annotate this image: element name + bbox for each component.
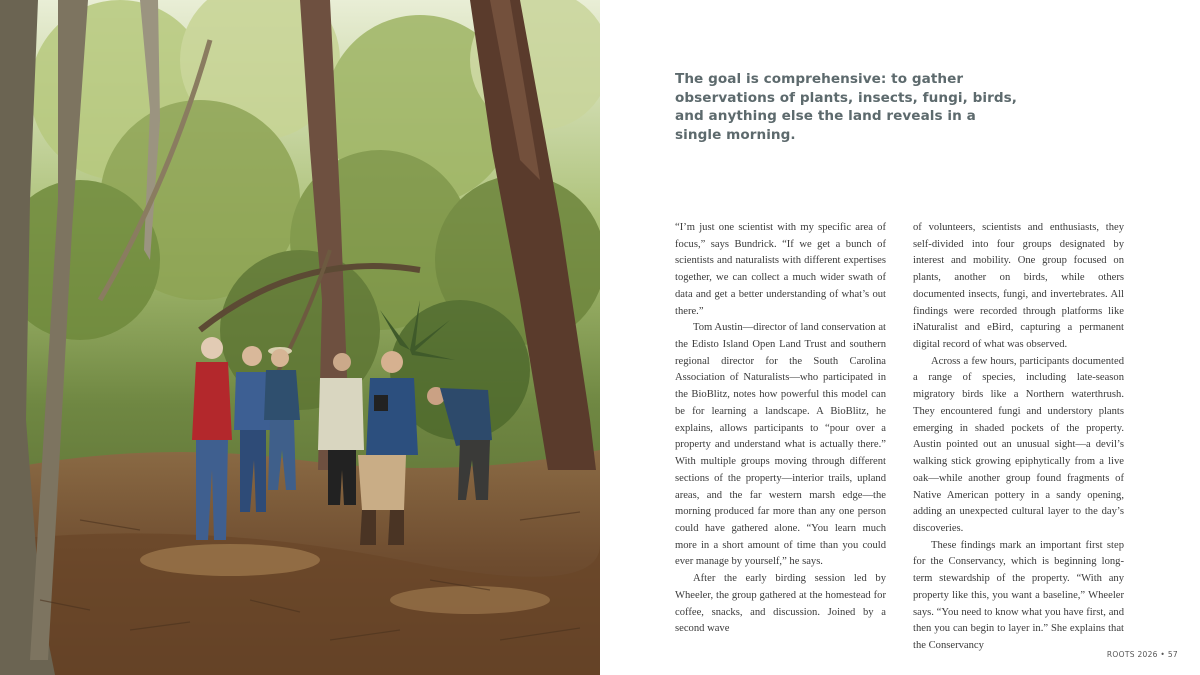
pull-quote: The goal is comprehensive: to gather observations of plants, insects, fungi, birds, and anything else the land reveals in a single morning. (675, 71, 1017, 143)
left-column-paragraph: “I’m just one scientist with my specific area of focus,” says Bundrick. “If we get a bunch of scientists and naturalists with different expertises together, we can collect a much wider swath of data and get a better understanding of what’s out there.” (675, 222, 886, 317)
page-folio: ROOTS 2026 • 57 (1106, 650, 1178, 659)
body-column-left (675, 220, 886, 638)
left-column-paragraph: Tom Austin—director of land conservation at the Edisto Island Open Land Trust and southern regional director for the South Carolina Association of Naturalists—who participated in the BioBlitz, notes how powerful this model can be for learning a landscape. A BioBlitz, he explains, allows participants to “pour over a property and understand what is actually there.” With multiple groups moving through different sections of the property—interior trails, upland areas, and the far western marsh edge—the morning produced far more than any one person could have gathered alone. “You learn much more in a short amount of time than you could ever manage by yourself,” he says. (675, 322, 886, 568)
body-column-right (913, 220, 1124, 655)
right-column-paragraph: These findings mark an important first step for the Conservancy, which is beginning long-term stewardship of the property. “With any property like this, you want a baseline,” Wheeler says. “You need to know what you have first, and then you can begin to layer in.” She explains that the Conservancy (913, 539, 1124, 651)
right-column-paragraph: of volunteers, scientists and enthusiasts, they self-divided into four groups designated by interest and mobility. One group focused on plants, another on birds, while others documented insects, fungi, and invertebrates. All findings were recorded through platforms like iNaturalist and eBird, capturing a permanent digital record of what was observed. (913, 222, 1124, 351)
right-column-paragraph: Across a few hours, participants documented a range of species, including late-season migratory birds like a Northern waterthrush. They encountered fungi and understory plants emerging in shaded pockets of the property. Austin pointed out an unusual sight—a devil’s walking stick growing epiphytically from a live oak—while another group found fragments of Native American pottery in a sandy opening, adding an unexpected cultural layer to the day’s discoveries. (913, 355, 1124, 534)
left-column-paragraph: After the early birding session led by Wheeler, the group gathered at the homestead for coffee, snacks, and discussion. Joined by a second wave (675, 573, 886, 635)
